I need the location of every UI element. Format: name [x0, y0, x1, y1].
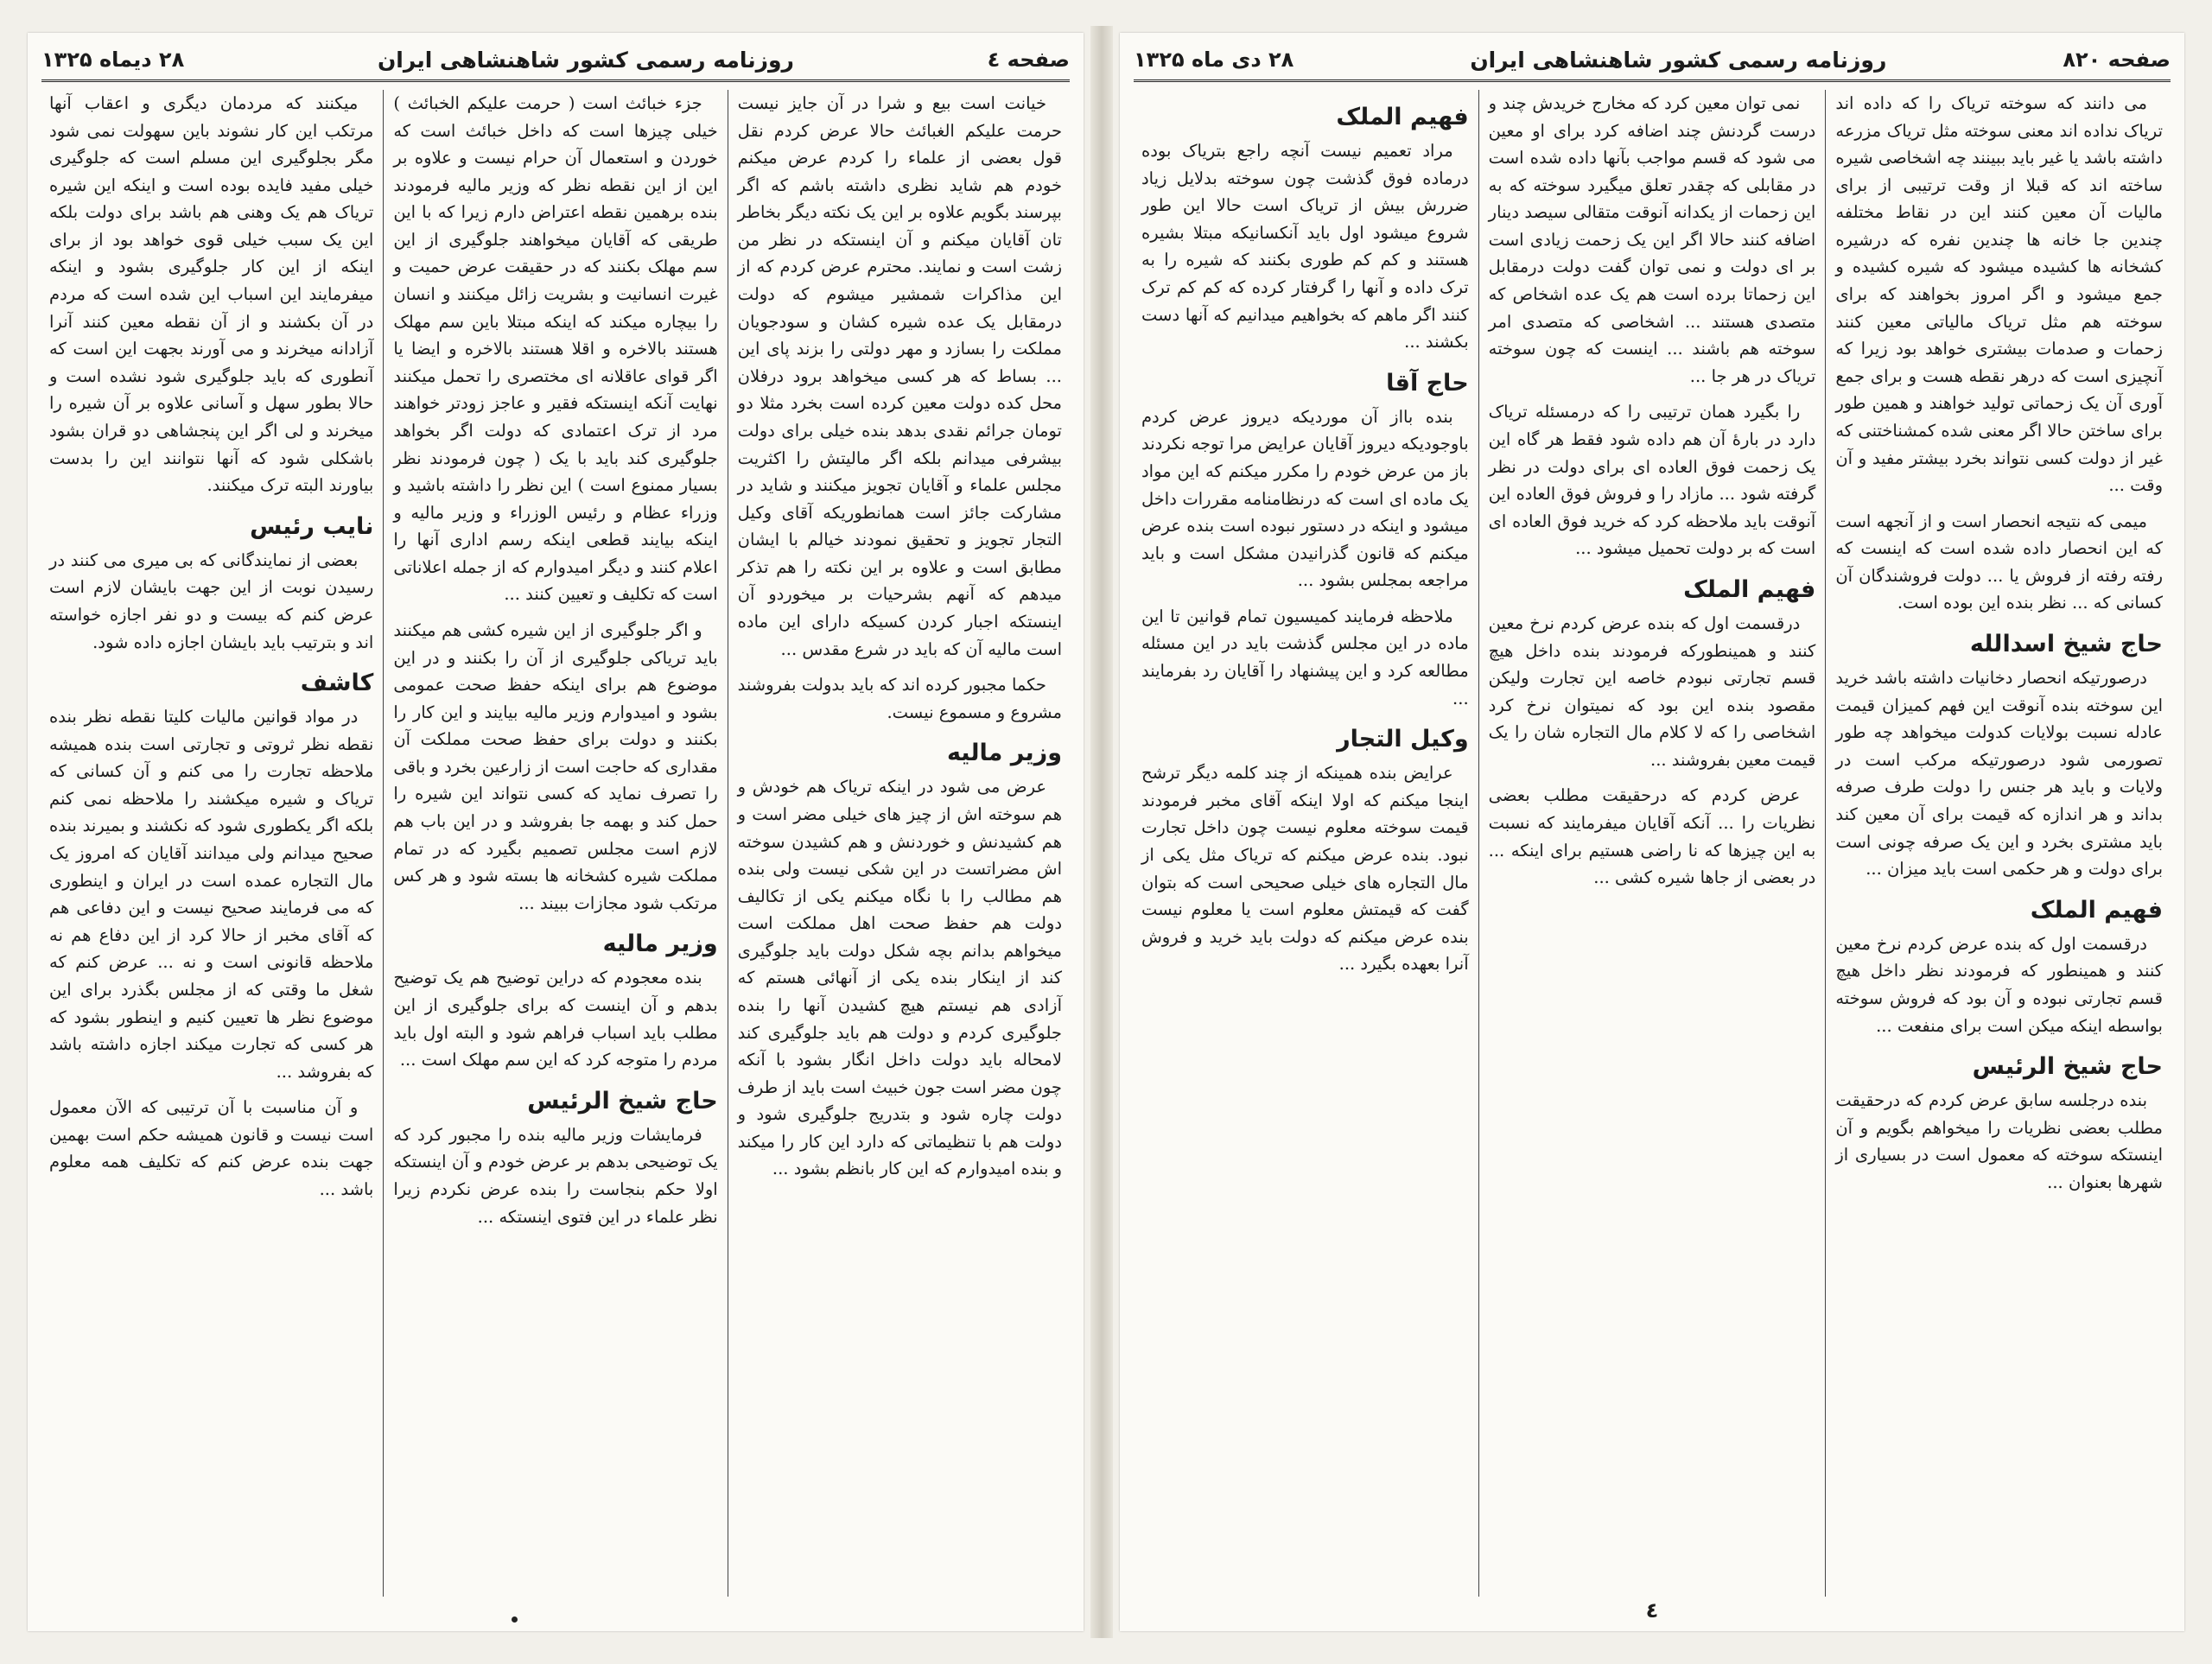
- speaker-heading: فهیم الملک: [1336, 104, 1469, 130]
- text-column: [1825, 90, 2172, 1597]
- speech-paragraph: درقسمت اول که بنده عرض کردم نرخ معین کنند و همینطور که فرمودند نظر داخل هیچ قسم تجارتی نبوده و آن بود که فروش سوخته بواسطه اینکه میکن است برای منفعت ...: [1835, 933, 2163, 1036]
- speaker-heading: وزیر مالیه: [602, 930, 718, 958]
- speech-paragraph: بنده بااز آن موردیکه دیروز عرض کردم باوجودیکه دیروز آقایان عرایض مرا توجه نکردند باز من عرض خودم را مکرر میکنم که این مواد یک ماده ای است که درنظامنامه مقررات داخل میشود و اینکه در دستور نبوده است بنده عرض میکنم که قانون گذرانیدن مشکل است و باید مراجعه بمجلس بشود ...: [1141, 406, 1469, 591]
- right-page: [1120, 33, 2184, 1631]
- body-paragraph: را بگیرد همان ترتیبی را که درمسئله تریاک دارد در بارهٔ آن هم داده شود فقط هر گاه این یک زحمت فوق العاده ای برای دولت در نظر گرفته شود ... مازاد را و فروش فوق العاده این آنوقت باید ملاحظه کرد که خرید فوق العاده ای است که بر دولت تحمیل میشود ...: [1488, 402, 1816, 559]
- speaker-heading: وزیر مالیه: [946, 740, 1062, 767]
- body-paragraph: ملاحظه فرمایند کمیسیون تمام قوانین تا این ماده در این مجلس گذشت باید در این مسئله مطالعه کرد و این پیشنهاد را آقایان رد بفرمایند ...: [1141, 606, 1469, 708]
- text-column: [383, 90, 727, 1597]
- body-paragraph: جزء خبائث است ( حرمت علیکم الخبائث ) خیلی چیزها است که داخل خبائث است که خوردن و استعمال آن حرام نیست و علاوه بر این از این نقطه نظر که وزیر مالیه فرمودند بنده برهمین نقطه اعتراض دارم زیرا که با این طریقی که آقایان میخواهند جلوگیری از این سم مهلک بکنند که در حقیقت عرض حمیت و غیرت انسانیت و بشریت زائل میکنند و انسان را بیچاره میکند که اینکه مبتلا باین سم مهلک هستند بالاخره و اقلا هستند بالاخره و ایضا یا اگر قوای عاقلانه ای مختصری را تحمل میکنند نهایت آنکه اینستکه فقیر و عاجز زودتر خواهند مرد از ترک اعتمادی که دولت اگر بخواهد جلوگیری کند باید با یک ( چون فرمودند نظر بسیار ممنوع است ) این نظر را داشته باشید و وزراء عظام و رئیس الوزراء و وزیر مالیه و اینکه بیایند قطعی اینکه رسم اداری آنها را اعلام کنند و دیگر امیدوارم که از جمله اعلاناتی است که تکلیف و تعیین کنند ...: [393, 93, 718, 605]
- right-header-title: روزنامه رسمی کشور شاهنشاهی ایران: [1470, 47, 1887, 73]
- speaker-heading: فهیم الملک: [1683, 575, 1816, 603]
- speech-paragraph: عرض می شود در اینکه تریاک هم خودش و هم سوخته اش از چیز های خیلی مضر است و هم کشیدنش و خوردنش و هم کشیدن سوخته اش مضراتست در این شکی نیست ولی بنده هم مطالب را با نگاه میکنم یکی از تکالیف دولت هم حفظ صحت اهل مملکت است میخواهم بدانم بچه شکل دولت باید جلوگیری کند از اینکار بنده یکی از آنهائی هستم که آزادی هم نیستم هیچ کشیدن آنها را بنده جلوگیری کردم و دولت هم باید جلوگیری کند لامحاله باید دولت داخل انگار بشود با آنکه چون مضر است جون خبیث است باید از طرف دولت چاره شود و بتدریج جلوگیری شود و دولت هم با تنظیماتی که دارد این کار را میکند و بنده امیدوارم که این کار بانظم بشود ...: [737, 777, 1062, 1179]
- speech-paragraph: بعضی از نمایندگانی که بی میری می کنند در رسیدن نوبت از این جهت بایشان لازم است عرض کنم که بیست و دو نفر اجازه خواسته اند و بترتیب باید بایشان اجازه داده شود.: [49, 549, 374, 652]
- right-header-page-number: صفحه ۸۲۰: [2063, 48, 2171, 72]
- speaker-heading: حاج آقا: [1386, 369, 1469, 397]
- speech-paragraph: بنده معجودم که دراین توضیح هم یک توضیح بدهم و آن اینست که برای جلوگیری از این مطلب باید اسباب فراهم شود و البته اول باید مردم را متوجه کرد که این سم مهلک است ...: [393, 968, 718, 1070]
- left-page-columns: [40, 90, 1071, 1597]
- left-header-title: روزنامه رسمی کشور شاهنشاهی ایران: [377, 47, 794, 73]
- speaker-heading: حاج شیخ اسدالله: [1969, 630, 2163, 657]
- text-column: [40, 90, 383, 1597]
- speech-paragraph: در مواد قوانین مالیات کلیتا نقطه نظر بنده نقطه نظر ثروتی و تجارتی است بنده همیشه ملاحظه تجارت را می کنم و آن کسانی که تریاک و شیره میکشند را ملاحظه نمی کنم بلکه اگر یکطوری شود که نکشند و بمیرند بنده صحیح میدانم ولی میدانند آقایان که امروز یک مال التجاره عمده است در ایران و اینطوری که می فرمایند صحیح نیست و این دفاعی هم که آقای مخبر از حالا کرد از این دفاع هم نه ملاحظه قانونی است و نه ... عرض کنم که شغل ما وقتی که از مجلس بگذرد برای این موضوع نظر ها تعیین کنیم و اینطور بشود که هر کسی که تجارت میکند اجازه داشته باشد که بفروشد ...: [49, 707, 374, 1082]
- speech-paragraph: مراد تعمیم نیست آنچه راجع بتریاک بوده درماده فوق گذشت چون سوخته بدلایل زیاد ضررش بیش از تریاک است حالا این طور شروع میشود اول باید آنکسانیکه مبتلا بشیره هستند و کم کم طوری بکنند که شیره را به ترک داده و آنها را گرفتار کرده که کم کم ترک کنند اگر ماهم که بخواهیم میدانیم که آنها دست بکشند ...: [1141, 141, 1469, 352]
- body-paragraph: میمی که نتیجه انحصار است و از آنجهه است که این انحصار داده شده است که اینست که رفته رفته از فروش یا ... دولت فروشندگان آن کسانی که ... نظر بنده این بوده است.: [1835, 511, 2163, 613]
- speech-paragraph: درقسمت اول که بنده عرض کردم نرخ معین کنند و همینطورکه فرمودند بنده داخل هیچ قسم تجارتی نبودم خاصه این تجارت ولیکن مقصود بنده این بود که نمیتوان نرخ کرد اشخاصی را که لا کلام مال التجاره شان را یک قیمت معین بفروشند ...: [1488, 613, 1816, 770]
- speaker-heading: حاج شیخ الرئیس: [527, 1087, 718, 1115]
- body-paragraph: و اگر جلوگیری از این شیره کشی هم میکنند باید تریاکی جلوگیری از آن را بکنند و در این موضوع هم برای اینکه حفظ صحت عمومی بشود و امیدوارم وزیر مالیه بیایند و این کار را بکنند و دولت برای حفظ صحت مملکت آن مقداری که حاجت است از زارعین بخرد و باقی را تصرف نماید که کسی نتواند این شیره را حمل کند و بهمه جا بفروشد و در این باب هم لازم است مجلس تصمیم بگیرد که در تمام مملکت شیره کشخانه ها بسته شود و هر کس مرتکب شود مجازات ببیند ...: [393, 619, 718, 913]
- text-column: [1478, 90, 1826, 1597]
- speech-paragraph: درصورتیکه انحصار دخانیات داشته باشد خرید این سوخته بنده آنوقت این فهم کمیزان قیمت عادله نسبت بولایات کدولت میخواهد چه طور تصورمی شود درصورتیکه مرکب است در ولایات و باید هر جنس را دولت طرف صرفه بداند و هر اندازه که قیمت برای آن معین کند باید مشتری بخرد و این یک صرفه چونی است برای دولت و هر حکمی است باید میزان ...: [1835, 668, 2163, 880]
- page-dot-mark: [512, 1616, 518, 1623]
- speech-paragraph: بنده درجلسه سابق عرض کردم که درحقیقت مطلب بعضی نظریات را میخواهم بگویم و آن اینستکه سوخته که معمول است در بسیاری از شهرها بعنوان ...: [1835, 1090, 2163, 1192]
- right-page-header: [1134, 40, 2171, 82]
- body-paragraph: خیانت است بیع و شرا در آن جایز نیست حرمت علیکم الغبائث حالا عرض کردم نقل قول بعضی از علماء را کردم عرض میکنم خودم هم شاید نظری داشته باشم که اگر بپرسند بگویم علاوه بر این یک نکته دیگر بخاطر تان آقایان میکنم و آن اینستکه در نظر من زشت است و نمایند. محترم عرض کردم که از این مذاکرات شمشیر میشوم که دولت درمقابل یک عده شیره کشان و سودجویان مملکت را بسازد و مهر دولتی را بزند پای این ... بساط که هر کسی میخواهد برود درفلان محل کده دولت معین کرده است بخرد مثلا دو تومان جرائم نقدی بدهد بنده خیلی برای دولت بیشرفی میدانم بلکه اگر مالیتش را اکثریت مجلس علماء و آقایان تجویز میکنند و شاید در مشارکت جائز است همانطوریکه آقای وکیل التجار تجویز و تحقیق نمودند خیالم با ایشان مطابق است و علاوه بر این نکته را هم تذکر میدهم که آنهم بشرحیات بر میخوردو آن اینستکه اجبار کردن کسیکه دارای این ماده است مالیه آن که باید در شرع مقدس ...: [737, 93, 1062, 659]
- speaker-heading: وکیل التجار: [1337, 726, 1469, 753]
- body-paragraph: و آن مناسبت با آن ترتیبی که الآن معمول است نیست و قانون همیشه حکم است بهمین جهت بنده عرض کنم که تکلیف همه معلوم باشد ...: [49, 1097, 374, 1199]
- left-page: [28, 33, 1084, 1631]
- speaker-heading: کاشف: [300, 670, 374, 697]
- text-column: [728, 90, 1071, 1597]
- speaker-heading: نایب رئیس: [250, 512, 374, 540]
- right-header-date: ۲۸ دی ماه ۱۳۲۵: [1134, 48, 1294, 72]
- body-paragraph: میکنند که مردمان دیگری و اعقاب آنها مرتکب این کار نشوند باین سهولت نمی شود مگر بجلوگیری این مسلم است که جلوگیری خیلی مفید فایده بوده است و اینکه این شیره تریاک هم یک وهنی هم باشد برای دولت بلکه این یک سبب خیلی قوی خواهد بود از برای اینکه از این کار جلوگیری بشود و اینکه میفرمایند این اسباب این شده است که مردم در آن بکشند و از آن نقطه معین کنند آنرا آزادانه میخرند و می آورند بجهت این است که آنطوری که باید جلوگیری شود نشده است و حالا بطور سهل و آسانی علاوه بر آن شیره را میخرند و لی اگر این پنجشاهی دو قران بشود باشکلی شود که آنها نتوانند این را بدست بیاورند البته ترک میکنند.: [49, 93, 374, 496]
- speech-paragraph: فرمایشات وزیر مالیه بنده را مجبور کرد که یک توضیحی بدهم بر عرض خودم و آن اینستکه اولا حکم بنجاست را بنده عرض نکردم زیرا نظر علماء در این فتوی اینستکه ...: [393, 1124, 718, 1227]
- body-paragraph: نمی توان معین کرد که مخارج خریدش چند و درست گردنش چند اضافه کرد برای او معین می شود که قسم مواجب بآنها داده شده است در مقابلی که چقدر تعلق میگیرد سوخته که به این زحمات از یکدانه آنوقت متقالی سیصد دینار اضافه کنند حالا اگر این یک زحمت زیادی است بر ای دولت و نمی توان گفت دولت درمقابل این زحماتا برده است هم یک عده اشخاص که متصدی هستند ... اشخاصی که متصدی امر سوخته هم باشند ... اینست که چون سوخته تریاک در هر جا ...: [1488, 93, 1816, 386]
- page-gutter: [1090, 26, 1113, 1638]
- left-header-page-number: صفحه ٤: [987, 48, 1070, 72]
- left-header-date: ۲۸ دیماه ۱۳۲۵: [41, 48, 185, 72]
- speech-paragraph: عرایض بنده همینکه از چند کلمه دیگر ترشح اینجا میکنم که اولا اینکه آقای مخبر فرمودند قیمت سوخته معلوم نیست چون داخل تجارت نبود. بنده عرض میکنم که تریاک مثل یکی از مال التجاره های خیلی صحیحی است که بتوان گفت که قیمتش معلوم است یا معلوم نیست بنده عرض میکنم که دولت باید خرید و فروش آنرا بعهده بگیرد ...: [1141, 763, 1469, 975]
- right-page-columns: [1132, 90, 2172, 1597]
- speaker-heading: فهیم الملک: [2030, 896, 2163, 924]
- body-paragraph: می دانند که سوخته تریاک را که داده اند تریاک نداده اند معنی سوخته مثل تریاک مزرعه داشته باشد یا غیر باید ببینند چه اشخاصی شیره ساخته اند که قبلا از وقت ترتیبی از برای مالیات آن معین کنند این در نقاط مختلفه چندین جا خانه ها چندین نفره که درشیره کشخانه ها کشیده میشود که شیره کشیده و جمع میشود و اگر امروز بخواهند که برای سوخته هم مثل تریاک مالیاتی معین کنند زحمات و صدمات بیشتری خواهد بود زیرا که آنچیزی است که درهر نقطه هست و برای جمع آوری آن یک زحماتی تولید خواهند و همین طور برای ساختن حالا اگر معنی شده کمشناختنی که غیر از دولت کسی نتواند بخرد بیشتر مفید و آن وقت ...: [1835, 93, 2163, 496]
- text-column: [1132, 90, 1478, 1597]
- body-paragraph: عرض کردم که درحقیقت مطلب بعضی نظریات را ... آنکه آقایان میفرمایند که نسبت به این چیزها که نا راضی هستیم برای اینکه ... در بعضی از جاها شیره کشی ...: [1488, 785, 1816, 888]
- body-paragraph: حکما مجبور کرده اند که باید بدولت بفروشند مشروع و مسموع نیست.: [737, 675, 1062, 722]
- speaker-heading: حاج شیخ الرئیس: [1972, 1053, 2163, 1081]
- right-page-footer-number: ٤: [1645, 1598, 1659, 1623]
- left-page-header: [41, 40, 1070, 82]
